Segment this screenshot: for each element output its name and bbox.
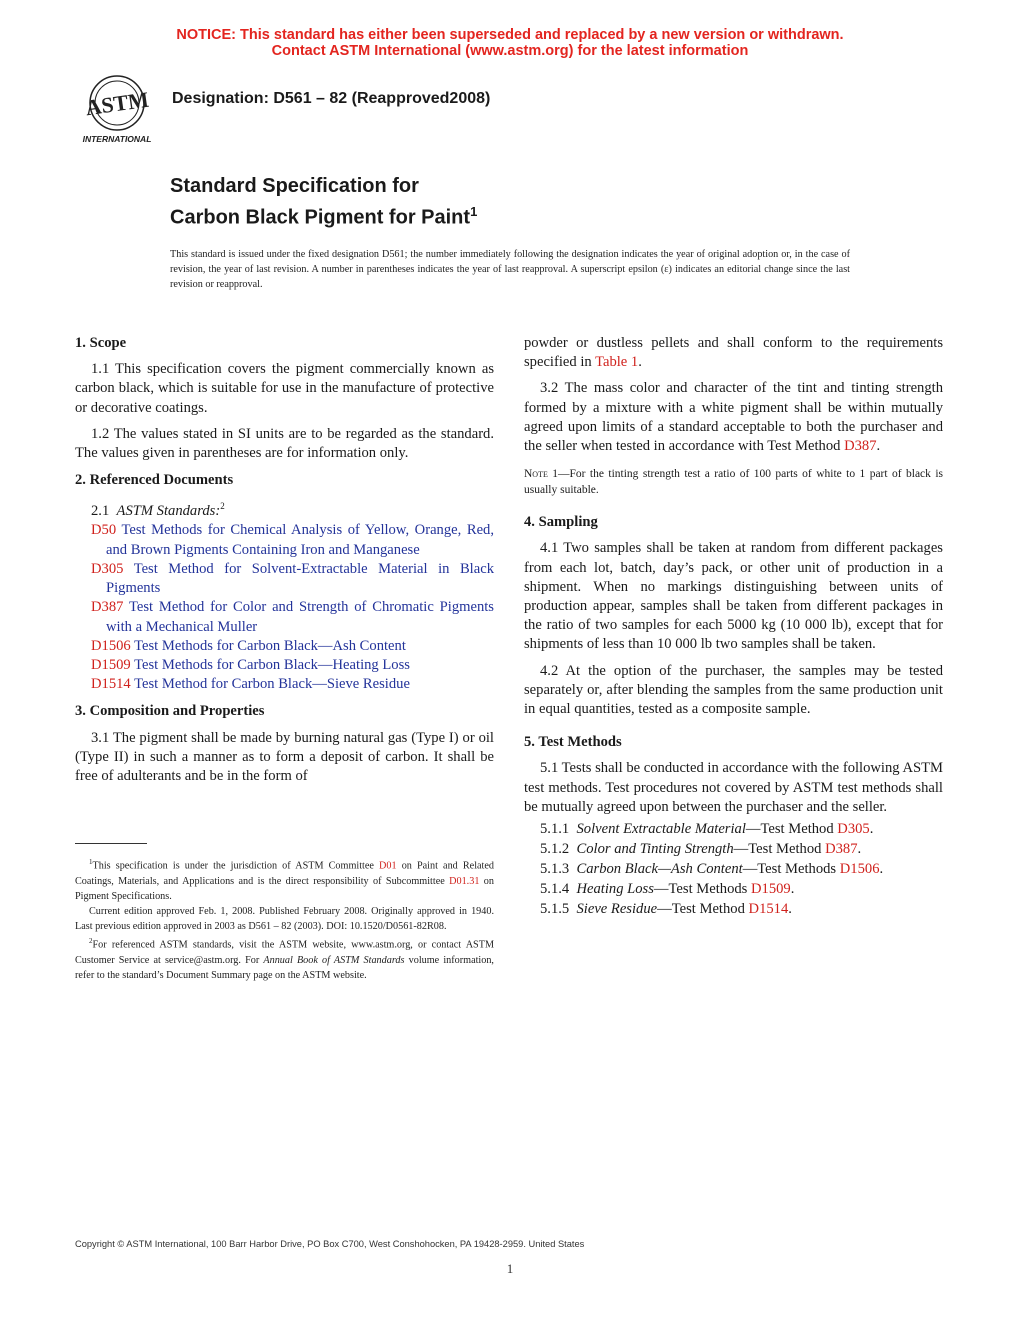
designation: Designation: D561 – 82 (Reapproved2008) [172,90,491,107]
paragraph-5-1: 5.1 Tests shall be conducted in accordance with the following ASTM test methods. Test procedures not covered by ASTM test methods shall be mutually agreed upon between the purchaser and the seller. [524,760,943,815]
notice-line-2: Contact ASTM International (www.astm.org) for the latest information [271,43,749,59]
paragraph-4-2: 4.2 At the option of the purchaser, the samples may be tested separately or, after blending the samples from the same production unit in equal quantities, tested as a composite sample. [524,662,943,718]
test-method-link[interactable]: D1514 [748,901,789,918]
paragraph-1-2: 1.2 The values stated in SI units are to be regarded as the standard. The values given in parentheses are for information only. [75,425,494,462]
d387-link[interactable]: D387 [844,438,877,455]
title-footnote-ref[interactable]: 1 [470,204,478,219]
footnote-divider [75,843,147,844]
footnote-edition: Current edition approved Feb. 1, 2008. Published February 2008. Originally approved in 1940. Last previous edition approved in 2003 as D561 – 82 (2003). DOI: 10.1520/D0561-82R08. [75,906,494,933]
table-1-link[interactable]: Table 1 [595,354,639,371]
test-method-item: 5.1.5 Sieve Residue—Test Method D1514. [540,901,792,918]
reference-item[interactable]: D50 Test Methods for Chemical Analysis of Yellow, Orange, Red, and Brown Pigments Containing Iron and Manganese [91,522,494,558]
title-line-1: Standard Specification for [170,175,419,197]
test-method-item: 5.1.2 Color and Tinting Strength—Test Method D387. [540,841,862,858]
svg-text:INTERNATIONAL: INTERNATIONAL [82,134,152,144]
astm-logo [72,74,162,144]
test-method-item: 5.1.3 Carbon Black—Ash Content—Test Methods D1506. [540,861,884,878]
subcommittee-link[interactable]: D01.31 [449,875,480,887]
section-heading-composition: 3. Composition and Properties [75,703,265,720]
copyright-line: Copyright © ASTM International, 100 Barr Harbor Drive, PO Box C700, West Conshohocken, PA 19428-2959. United States [75,1239,585,1249]
paragraph-3-2: 3.2 The mass color and character of the tint and tinting strength formed by a mixture with a white pigment shall be within mutually agreed upon limits of a standard acceptable to both the purchaser and the seller when tested in accordance with Test Method D387. [524,380,943,455]
title-line-2: Carbon Black Pigment for Paint$^1$ [170,204,478,229]
issuance-note: This standard is issued under the fixed designation D561; the number immediately following the designation indicates the year of original adoption or, in the case of revision, the year of last revision. A number in parentheses indicates the year of last reapproval. A superscript epsilon (ε) indicates an editorial change since the last revision or reapproval. [170,249,850,290]
reference-item[interactable]: D1506 Test Methods for Carbon Black—Ash Content [91,637,406,654]
footnotes [75,855,494,983]
note-1: Note 1—For the tinting strength test a ratio of 100 parts of white to 1 part of black is usually suitable. [524,468,943,497]
section-heading-referenced: 2. Referenced Documents [75,472,234,489]
left-column [75,334,494,793]
supersession-notice [0,27,1020,59]
astm-logo-icon [72,74,162,144]
reference-item[interactable]: D387 Test Method for Color and Strength of Chromatic Pigments with a Mechanical Muller [91,599,494,635]
notice-line-1: NOTICE: This standard has either been superseded and replaced by a new version or withdrawn. [176,27,844,43]
reference-item[interactable]: D1514 Test Method for Carbon Black—Sieve Residue [91,676,410,693]
document-title [170,174,477,231]
right-column [524,334,943,919]
section-heading-test-methods: 5. Test Methods [524,734,622,751]
test-method-item: 5.1.1 Solvent Extractable Material—Test Method D305. [540,821,874,838]
test-method-link[interactable]: D305 [837,821,870,838]
reference-item[interactable]: D1509 Test Methods for Carbon Black—Heating Loss [91,656,410,673]
reference-item[interactable]: D305 Test Method for Solvent-Extractable Material in Black Pigments [91,560,494,597]
footnote-2: $^2$For referenced ASTM standards, visit the ASTM website, www.astm.org, or contact ASTM Customer Service at service@astm.org. For Annual Book of ASTM Standards volume information, refer to the standard’s Document Summary page on the ASTM website. [75,937,494,982]
test-method-link[interactable]: D1509 [751,881,791,898]
footnote-1: $^1$This specification is under the jurisdiction of ASTM Committee D01 on Paint and Related Coatings, Materials, and Applications and is the direct responsibility of Subcommittee D01.31 on Pigment Specifications. [75,858,494,902]
section-heading-sampling: 4. Sampling [524,514,598,531]
paragraph-3-1-continued: powder or dustless pellets and shall conform to the requirements specified in Table 1. [524,335,943,371]
paragraph-4-1: 4.1 Two samples shall be taken at random from different packages from each lot, batch, day’s pack, or other unit of production in a shipment. When no markings distinguishing between units of production appear, samples shall be taken from different packages in the ratio of two samples for each 5000 kg (10 000 lb), except that for shipments of less than 10 000 lb two samples shall be taken. [524,540,943,653]
test-method-link[interactable]: D1506 [839,861,880,878]
test-method-link[interactable]: D387 [825,841,858,858]
paragraph-1-1: 1.1 This specification covers the pigment commercially known as carbon black, which is suitable for use in the manufacture of protective or decorative coatings. [75,361,494,416]
paragraph-3-1: 3.1 The pigment shall be made by burning natural gas (Type I) or oil (Type II) in such a manner as to form a deposit of carbon. It shall be free of adulterants and be in the form of [75,729,494,784]
committee-link[interactable]: D01 [379,860,397,872]
svg-text:ASTM: ASTM [83,86,151,121]
astm-standards-label: 2.1 ASTM Standards:$^2$ [91,501,225,520]
section-heading-scope: 1. Scope [75,335,127,351]
page-number: 1 [506,1261,514,1276]
test-method-item: 5.1.4 Heating Loss—Test Methods D1509. [540,881,795,898]
